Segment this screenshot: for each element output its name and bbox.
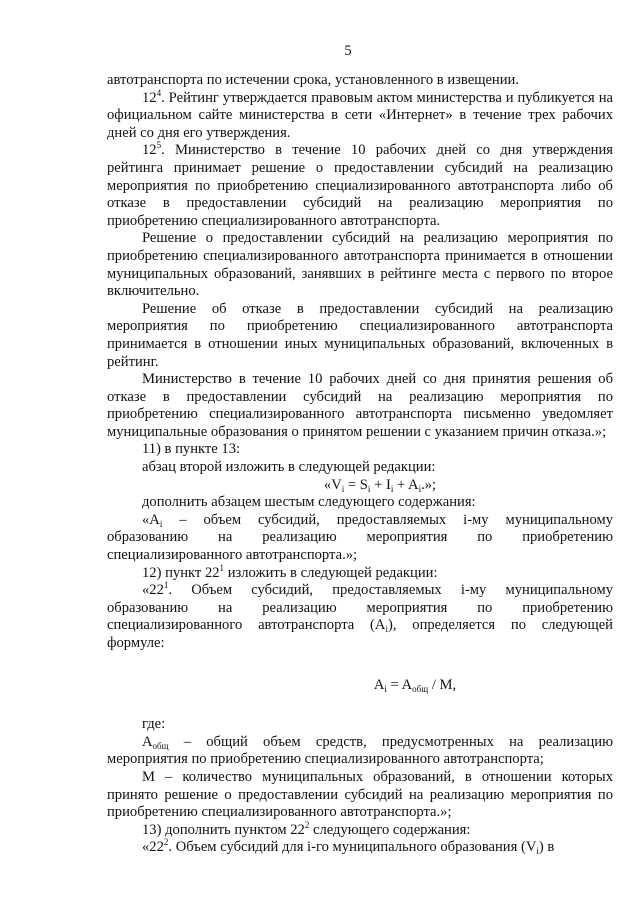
paragraph-text: . Объем субсидий для i-го муниципального образования (V [168,839,537,856]
paragraph-notification: Министерство в течение 10 рабочих дней со дня принятия решения об отказе в предоставлении субсидий на реализацию мероприятия по приобретению специализированного автотранспорта письменно уведомляет муниципальные образования о принятом решении с указанием причин отказа.»; [107,371,613,440]
paragraph-ai-definition [107,512,613,565]
formula-part: A [142,733,153,750]
formula-subscript: общ [412,683,429,694]
item-superscript: 2 [304,819,310,830]
paragraph-text: – объем субсидий, предоставляемых i-му муниципальному образованию на реализацию мероприятия по приобретению специализированного автотранспорта.»; [107,511,613,564]
paragraph-decision-grant: Решение о предоставлении субсидий на реализацию мероприятия по приобретению специализированного автотранспорта принимается в отношении муниципальных образований, занявших в рейтинге места с первого по второе включительно. [107,230,613,300]
formula-part: / M, [428,676,457,693]
paragraph-12-5 [107,142,613,230]
paragraph-12-4 [107,87,613,143]
paragraph-text: автотранспорта по истечении срока, установленного в извещении. [107,72,519,88]
formula-part: «A [142,511,160,528]
item-number: 12 [142,142,157,159]
formula-subscript: i [385,624,388,635]
paragraph-text: – общий объем средств, предусмотренных на реализацию мероприятия по приобретению специализированного автотранспорта; [107,733,613,768]
formula-part: + I [370,476,391,493]
paragraph-22-2 [107,839,613,857]
item-number: 12 [142,89,157,106]
paragraph-item-11: 11) в пункте 13: [142,441,241,458]
paragraph-text: «22 [142,582,164,599]
paragraph-text: ), определяется по следующей формуле: [107,617,613,651]
paragraph-aobsch-definition [107,734,613,769]
item-superscript: 4 [156,87,162,98]
formula-subscript: i [536,846,539,857]
paragraph-abzac-2: абзац второй изложить в следующей редакции: [142,459,436,476]
formula-part: .»; [421,476,437,493]
paragraph-where: где: [142,716,166,733]
formula-subscript: i [159,518,163,529]
item-superscript: 1 [163,580,169,591]
formula-subscript: i [390,483,394,494]
paragraph-abzac-6: дополнить абзацем шестым следующего содержания: [142,494,476,511]
paragraph-text: ) в [538,839,555,856]
paragraph-text: . Министерство в течение 10 рабочих дней со дня утверждения рейтинга принимает решение о предоставлении субсидий на реализацию мероприятия по приобретению специализированного автотранспорта либо об отказе в предоставлении субсидий на реализацию мероприятия по приобретению специализированного автотранспорта. [107,142,613,229]
formula-vi [107,477,613,495]
paragraph-item-12 [107,562,613,583]
item-superscript: 1 [219,562,225,573]
paragraph-continuation [107,72,613,90]
paragraph-text: изложить в следующей редакции: [224,564,438,581]
document-body [107,72,613,857]
paragraph-m-definition: M – количество муниципальных образований, в отношении которых принято решение о предоставлении субсидий на реализацию мероприятия по приобретению специализированного автотранспорта.»; [107,768,613,821]
formula-subscript: i [418,483,422,494]
item-superscript: 2 [163,837,169,848]
paragraph-decision-refusal: Решение об отказе в предоставлении субсидий на реализацию мероприятия по приобретению специализированного автотранспорта принимается в отношении иных муниципальных образований, включенных в рейтинг. [107,300,613,370]
paragraph-item-13 [107,819,613,840]
formula-part: = S [344,476,368,493]
formula-subscript: i [367,483,371,494]
paragraph-text: . Объем субсидий, предоставляемых i-му муниципальному образованию на реализацию мероприятия по приобретению специализированного автотранспорта (A [107,582,613,634]
item-superscript: 5 [156,140,162,151]
formula-subscript: i [341,483,345,494]
paragraph-22-1 [107,582,613,652]
formula-part: + A [393,476,419,493]
formula-subscript: i [384,683,387,694]
formula-part: A [373,676,385,693]
formula-part: «V [323,476,342,493]
paragraph-text: . Рейтинг утверждается правовым актом министерства и публикуется на официальном сайте министерства в сети «Интернет» в течение трех рабочих дней со дня его утверждения. [107,89,613,141]
paragraph-text: следующего содержания: [309,821,471,838]
paragraph-text: 12) пункт 22 [142,564,220,581]
formula-subscript: общ [152,740,169,751]
formula-ai [107,677,613,695]
paragraph-text: 13) дополнить пунктом 22 [142,821,305,838]
formula-part: = A [386,676,413,693]
paragraph-text: «22 [142,839,164,856]
page-number: 5 [344,43,352,59]
